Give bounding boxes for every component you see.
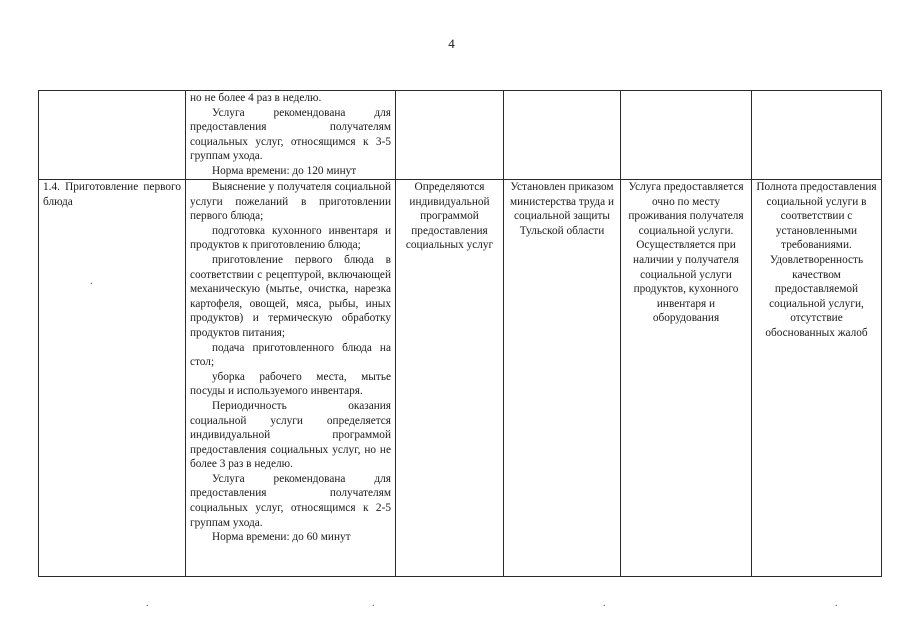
cell-empty [504, 91, 621, 180]
scan-speck: . [90, 276, 93, 287]
service-tariff: Установлен приказом министерства труда и социальной защиты Тульской области [509, 181, 615, 237]
description-paragraph: подача приготовленного блюда на стол; [190, 341, 391, 369]
table-row-continuation [39, 91, 882, 180]
service-conditions: Услуга предоставляется очно по месту проживания получателя социальной услуги. Осуществляется при наличии у получателя социальной услуги продуктов, кухонного инвентаря и оборудования [628, 181, 744, 325]
scan-speck: . [835, 598, 838, 609]
cell-empty [752, 91, 882, 180]
description-paragraph: приготовление первого блюда в соответствии с рецептурой, включающей механическую (мытье, очистка, нарезка картофеля, овощей, мяса, рыбы, иных продуктов) и термическую обработку продуктов питания; [190, 253, 391, 339]
table-row-service [39, 180, 882, 577]
description-paragraph: Услуга рекомендована для предоставления получателям социальных услуг, относящимся к 2-5 группам ухода. [190, 472, 391, 529]
scan-speck: . [603, 598, 606, 609]
cell-empty [396, 91, 504, 180]
cell-empty [39, 91, 186, 180]
cell-service-description [186, 180, 396, 577]
cell-continuation-description [186, 91, 396, 180]
description-paragraph: подготовка кухонного инвентаря и продуктов к приготовлению блюда; [190, 224, 391, 252]
scan-speck: . [372, 598, 375, 609]
description-paragraph: Выяснение у получателя социальной услуги пожеланий в приготовлении первого блюда; [190, 181, 391, 223]
continuation-paragraph: Услуга рекомендована для предоставления получателям социальных услуг, относящимся к 3-5 группам ухода. [190, 106, 391, 163]
cell-service-quality [752, 180, 882, 577]
cell-service-name [39, 180, 186, 577]
cell-service-tariff [504, 180, 621, 577]
services-table [38, 90, 882, 577]
description-paragraph: Периодичность оказания социальной услуги определяется индивидуальной программой предоставления социальных услуг, но не более 3 раз в неделю. [190, 399, 391, 471]
description-paragraph: Норма времени: до 60 минут [212, 531, 351, 544]
continuation-paragraph: Норма времени: до 120 минут [212, 164, 357, 177]
description-paragraph: уборка рабочего места, мытье посуды и используемого инвентаря. [190, 370, 391, 398]
page-number: 4 [448, 36, 455, 51]
service-quality: Полнота предоставления социальной услуги в соответствии с установленными требованиями. Удовлетворенность качеством предоставляемой социальной услуги, отсутствие обоснованных жалоб [756, 181, 877, 339]
cell-service-conditions [621, 180, 752, 577]
service-volume: Определяются индивидуальной программой предоставления социальных услуг [405, 181, 494, 252]
scan-speck: . [146, 598, 149, 609]
service-name: 1.4. Приготовление первого блюда [43, 181, 181, 208]
continuation-paragraph: но не более 4 раз в неделю. [190, 92, 322, 104]
cell-empty [621, 91, 752, 180]
cell-service-volume [396, 180, 504, 577]
